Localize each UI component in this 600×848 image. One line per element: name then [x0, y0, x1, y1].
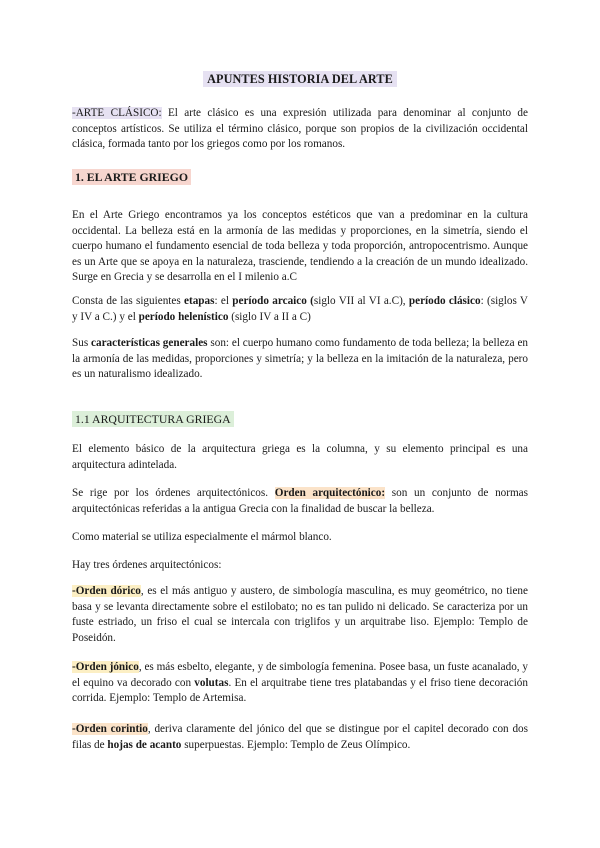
text-run: superpuestas. Ejemplo: Templo de Zeus Olímpico. — [181, 738, 411, 751]
text-run: : (siglos V y IV a C.) y el — [72, 295, 529, 323]
doric-order-paragraph — [72, 584, 528, 646]
bold-run: volutas — [194, 676, 229, 689]
bold-run: período clásico — [408, 295, 481, 307]
document-title — [0, 72, 600, 88]
text-run: , es el más antiguo y austero, de simbología masculina, es muy geométrico, no tiene basa y se levanta directamente sobre el estilobato; no es tan pulido ni delicado. Se caracteriza por un fuste estriado, un friso el cual se intercala con triglifos y un arquitrabe liso. Ejemplo: Templo de Poseidón. — [72, 585, 528, 644]
text-run: . En el arquitrabe tiene tres platabandas y el friso tiene decoración corrida. Ejemplo: Templo de Artemisa. — [72, 676, 528, 705]
document-title-text: APUNTES HISTORIA DEL ARTE — [203, 71, 397, 87]
text-run: son: el cuerpo humano como fundamento de toda belleza; la belleza en la armonía de las medidas, proporciones y simetría; y la belleza en la imitación de la naturaleza, pero es un naturalismo idealizado. — [72, 337, 529, 381]
term-doric: -Orden dórico — [72, 585, 141, 597]
section11-heading-text: 1.1 ARQUITECTURA GRIEGA — [72, 411, 234, 427]
intro-term: -ARTE CLÁSICO: — [72, 107, 162, 119]
text-run: , es más esbelto, elegante, y de simbología femenina. Posee basa, un fuste acanalado, y el equino va decorado con — [72, 661, 528, 689]
text-run: : el — [214, 295, 233, 307]
text-run: Se rige por los órdenes arquitectónicos. — [72, 487, 275, 499]
text-run: siglo VII al VI a.C), — [313, 295, 409, 307]
section1-heading — [72, 170, 191, 186]
text-run: Sus — [72, 337, 92, 349]
section1-paragraph-1: En el Arte Griego encontramos ya los conceptos estéticos que van a predominar en la cultura occidental. La belleza está en la armonía de las medidas y proporciones, en la simetría, siendo el cuerpo humano el fundamento esencial de toda belleza y toda proporción, antropocentrismo. Aunque es un Arte que se apoya en la naturaleza, trasciende, tendiendo a la creación de un mundo idealizado. Surge en Grecia y se desarrolla en el I milenio a.C — [72, 209, 528, 284]
section1-paragraph-2 — [72, 294, 528, 325]
text-run: son un conjunto de normas arquitectónicas referidas a la antigua Grecia con la finalidad de buscar la belleza. — [72, 487, 529, 515]
term-orden-arquitectonico: Orden arquitectónico: — [274, 487, 386, 499]
bold-run: hojas de acanto — [107, 738, 182, 751]
section11-heading — [72, 412, 234, 428]
term-ionic: -Orden jónico — [72, 661, 139, 673]
section1-paragraph-3 — [72, 336, 528, 383]
corinthian-order-paragraph — [72, 722, 528, 753]
text-run: (siglo IV a II a C) — [228, 310, 311, 323]
intro-paragraph — [72, 106, 528, 153]
bold-run: etapas — [184, 295, 215, 307]
text-run: , deriva claramente del jónico del que se distingue por el capitel decorado con dos filas de — [72, 723, 528, 751]
section11-paragraph-1: El elemento básico de la arquitectura griega es la columna, y su elemento principal es una arquitectura adintelada. — [72, 443, 528, 471]
bold-run: período arcaico ( — [232, 295, 314, 307]
section11-paragraph-4: Hay tres órdenes arquitectónicos: — [72, 559, 222, 571]
intro-text: El arte clásico es una expresión utilizada para denominar al conjunto de conceptos artísticos. Se utiliza el término clásico, porque son propios de la civilización occidental clásica, formada tanto por los griegos como por los romanos. — [72, 107, 528, 151]
term-corinthian: -Orden corintio — [72, 723, 148, 735]
section11-paragraph-2 — [72, 486, 528, 517]
section1-heading-text: 1. EL ARTE GRIEGO — [72, 169, 191, 185]
ionic-order-paragraph — [72, 660, 528, 707]
text-run: Consta de las siguientes — [72, 295, 185, 307]
bold-run: período helenístico — [138, 310, 229, 323]
section11-paragraph-3: Como material se utiliza especialmente el mármol blanco. — [72, 531, 332, 543]
bold-run: características generales — [91, 337, 208, 349]
